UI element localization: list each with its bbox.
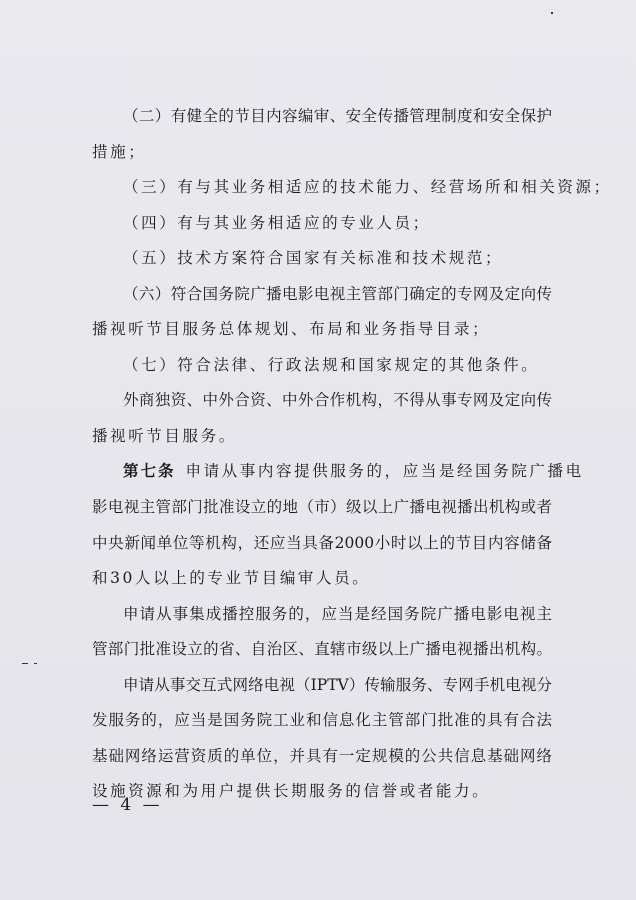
scan-mark bbox=[551, 12, 553, 14]
text-line: 设施资源和为用户提供长期服务的信誉或者能力。 bbox=[92, 782, 491, 801]
text-line: 措施； bbox=[92, 142, 147, 161]
page-number: — 4 — bbox=[92, 795, 163, 815]
article-label: 第七条 bbox=[123, 462, 176, 481]
text-line: （七）符合法律、行政法规和国家规定的其他条件。 bbox=[123, 355, 540, 374]
text-line: 影电视主管部门批准设立的地（市）级以上广播电视播出机构或者 bbox=[92, 498, 552, 517]
text-line: 播视听节目服务总体规划、布局和业务指导目录； bbox=[92, 320, 491, 339]
article-seven-heading-line: 第七条 申请从事内容提供服务的，应当是经国务院广播电 bbox=[123, 462, 584, 481]
text-line: （二）有健全的节目内容编审、安全传播管理制度和安全保护 bbox=[123, 107, 552, 125]
text-line: 管部门批准设立的省、自治区、直辖市级以上广播电视播出机构。 bbox=[92, 640, 552, 659]
text-line: 申请从事交互式网络电视（IPTV）传输服务、专网手机电视分 bbox=[123, 675, 552, 694]
text-line: 基础网络运营资质的单位，并具有一定规模的公共信息基础网络 bbox=[92, 746, 552, 765]
text-line: （五）技术方案符合国家有关标准和技术规范； bbox=[123, 249, 504, 268]
scan-mark bbox=[22, 663, 28, 664]
text-line: 播视听节目服务。 bbox=[92, 426, 237, 445]
text-line: 中央新闻单位等机构，还应当具备2000小时以上的节目内容储备 bbox=[92, 533, 552, 552]
text-line: 外商独资、中外合资、中外合作机构，不得从事专网及定向传 bbox=[123, 391, 552, 410]
text-line: （六）符合国务院广播电影电视主管部门确定的专网及定向传 bbox=[123, 284, 552, 303]
text-line: 发服务的，应当是国务院工业和信息化主管部门批准的具有合法 bbox=[92, 711, 552, 730]
text-line: 和30人以上的专业节目编审人员。 bbox=[92, 569, 371, 588]
scan-mark bbox=[34, 663, 37, 664]
text-line: （四）有与其业务相适应的专业人员； bbox=[123, 213, 431, 232]
document-body bbox=[92, 99, 612, 810]
text-line: （三）有与其业务相适应的技术能力、经营场所和相关资源； bbox=[123, 178, 612, 197]
text-line: 申请从事集成播控服务的，应当是经国务院广播电影电视主 bbox=[123, 604, 552, 623]
